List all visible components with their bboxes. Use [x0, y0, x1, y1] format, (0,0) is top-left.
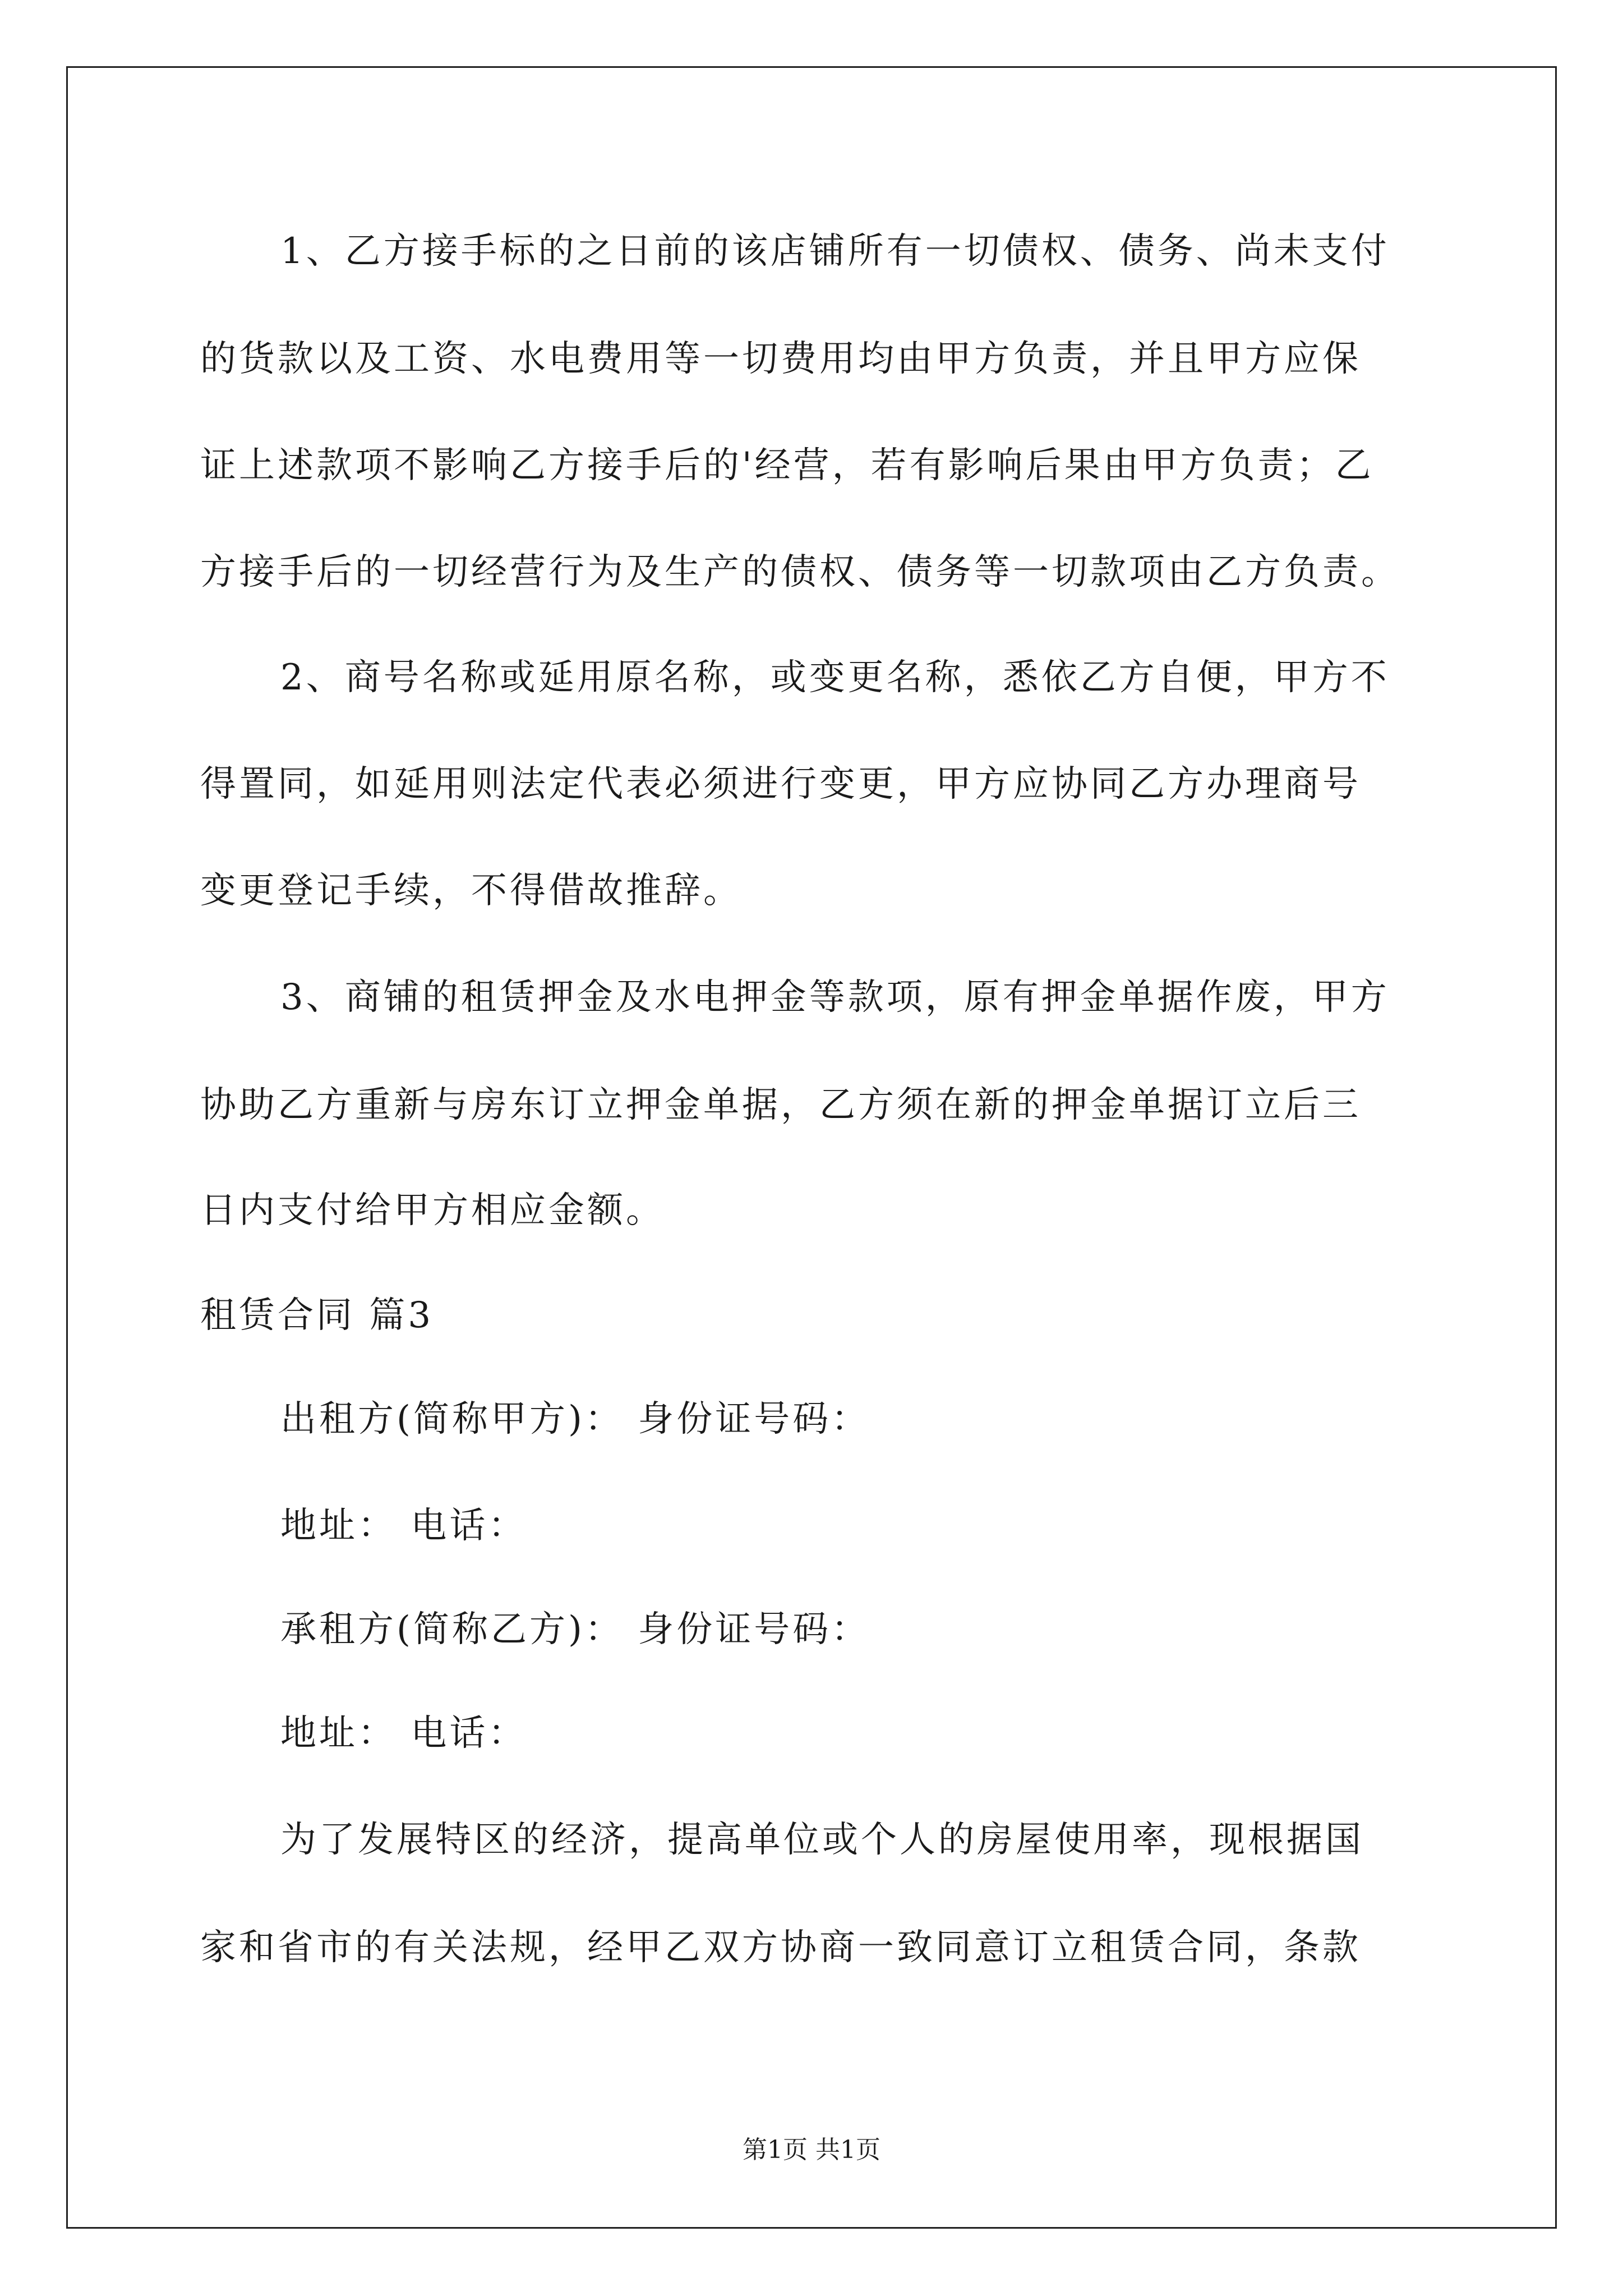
clause-1-line-2: 的货款以及工资、水电费用等一切费用均由甲方负责，并且甲方应保: [200, 338, 1361, 380]
preamble-line-1: 为了发展特区的经济，提高单位或个人的房屋使用率，现根据国: [280, 1819, 1364, 1861]
clause-2-line-2: 得置同，如延用则法定代表必须进行变更，甲方应协同乙方办理商号: [200, 763, 1361, 805]
clause-3-line-3: 日内支付给甲方相应金额。: [200, 1190, 665, 1231]
clause-1-line-1: 1、乙方接手标的之日前的该店铺所有一切债权、债务、尚未支付: [280, 231, 1390, 272]
clause-2-line-3: 变更登记手续，不得借故推辞。: [200, 870, 742, 912]
section-heading: 租赁合同 篇3: [200, 1295, 434, 1336]
page-border: [66, 66, 1557, 2229]
lessee-address-line: 地址： 电话：: [280, 1713, 527, 1754]
clause-1-line-3: 证上述款项不影响乙方接手后的'经营，若有影响后果由甲方负责；乙: [200, 445, 1374, 486]
lessor-address-line: 地址： 电话：: [280, 1505, 527, 1547]
clause-1-line-4: 方接手后的一切经营行为及生产的债权、债务等一切款项由乙方负责。: [200, 551, 1400, 593]
lessee-line: 承租方(简称乙方)： 身份证号码：: [280, 1609, 870, 1650]
page-number-footer: 第1页 共1页: [743, 2136, 880, 2164]
clause-3-line-1: 3、商铺的租赁押金及水电押金等款项，原有押金单据作废，甲方: [280, 977, 1390, 1018]
clause-3-line-2: 协助乙方重新与房东订立押金单据，乙方须在新的押金单据订立后三: [200, 1084, 1361, 1126]
preamble-line-2: 家和省市的有关法规，经甲乙双方协商一致同意订立租赁合同，条款: [200, 1927, 1361, 1968]
lessor-line: 出租方(简称甲方)： 身份证号码：: [280, 1398, 870, 1440]
clause-2-line-1: 2、商号名称或延用原名称，或变更名称，悉依乙方自便，甲方不: [280, 657, 1390, 698]
